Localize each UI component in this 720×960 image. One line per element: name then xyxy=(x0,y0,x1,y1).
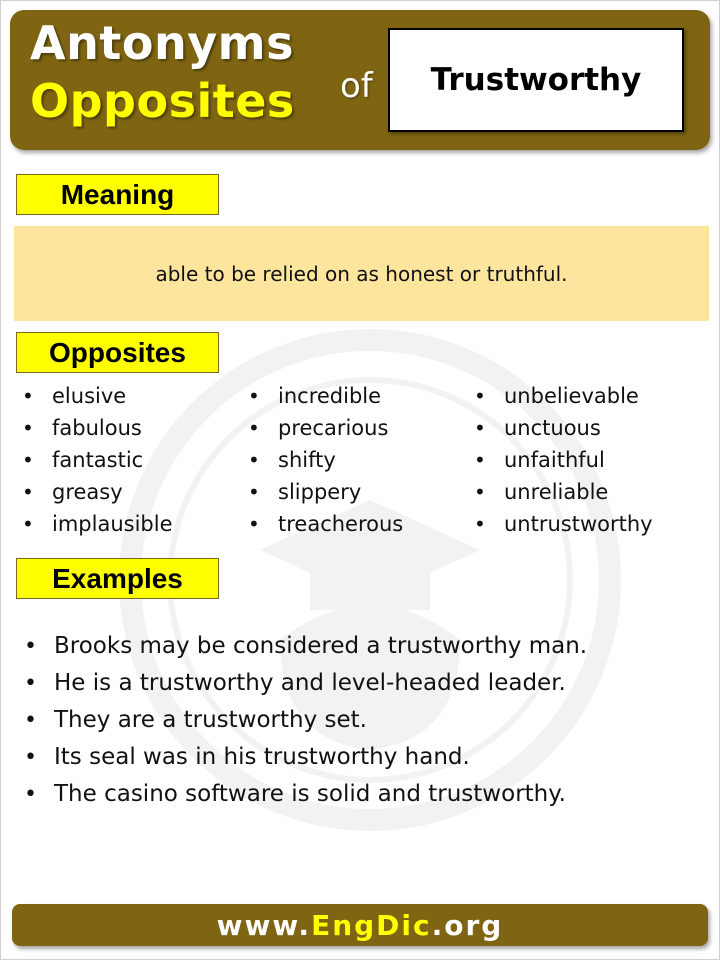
example-sentence: • Its seal was in his trustworthy hand. xyxy=(22,739,587,776)
header-banner xyxy=(10,10,710,150)
opposite-word: • slippery xyxy=(242,476,403,508)
headword: Trustworthy xyxy=(430,62,642,98)
opposite-word: • incredible xyxy=(242,380,403,412)
opposite-word: • precarious xyxy=(242,412,403,444)
opposite-word: • fantastic xyxy=(16,444,173,476)
title-antonyms: Antonyms xyxy=(30,16,294,70)
footer-url-brand: EngDic xyxy=(311,908,432,942)
opposites-column-2 xyxy=(242,380,403,540)
example-sentence: • He is a trustworthy and level-headed leader. xyxy=(22,665,587,702)
opposite-word: • implausible xyxy=(16,508,173,540)
opposites-label: Opposites xyxy=(16,332,219,373)
opposite-word: • shifty xyxy=(242,444,403,476)
opposite-word: • fabulous xyxy=(16,412,173,444)
example-sentence: • Brooks may be considered a trustworthy man. xyxy=(22,628,587,665)
footer-url-suffix: .org xyxy=(431,908,504,942)
meaning-box xyxy=(14,226,709,321)
headword-box xyxy=(388,28,684,132)
opposite-word: • treacherous xyxy=(242,508,403,540)
footer-url-prefix: www. xyxy=(216,908,312,942)
opposite-word: • unreliable xyxy=(468,476,653,508)
opposite-word: • greasy xyxy=(16,476,173,508)
opposite-word: • unbelievable xyxy=(468,380,653,412)
title-connector: of xyxy=(340,66,373,106)
meaning-text: able to be relied on as honest or truthful. xyxy=(155,261,568,286)
opposite-word: • unctuous xyxy=(468,412,653,444)
example-sentence: • The casino software is solid and trustworthy. xyxy=(22,776,587,813)
examples-list xyxy=(22,628,587,813)
opposite-word: • elusive xyxy=(16,380,173,412)
opposites-column-3 xyxy=(468,380,653,540)
footer-url-banner xyxy=(12,904,708,946)
opposite-word: • untrustworthy xyxy=(468,508,653,540)
meaning-label: Meaning xyxy=(16,174,219,215)
opposites-column-1 xyxy=(16,380,173,540)
opposite-word: • unfaithful xyxy=(468,444,653,476)
example-sentence: • They are a trustworthy set. xyxy=(22,702,587,739)
title-opposites: Opposites xyxy=(30,74,295,128)
examples-label: Examples xyxy=(16,558,219,599)
